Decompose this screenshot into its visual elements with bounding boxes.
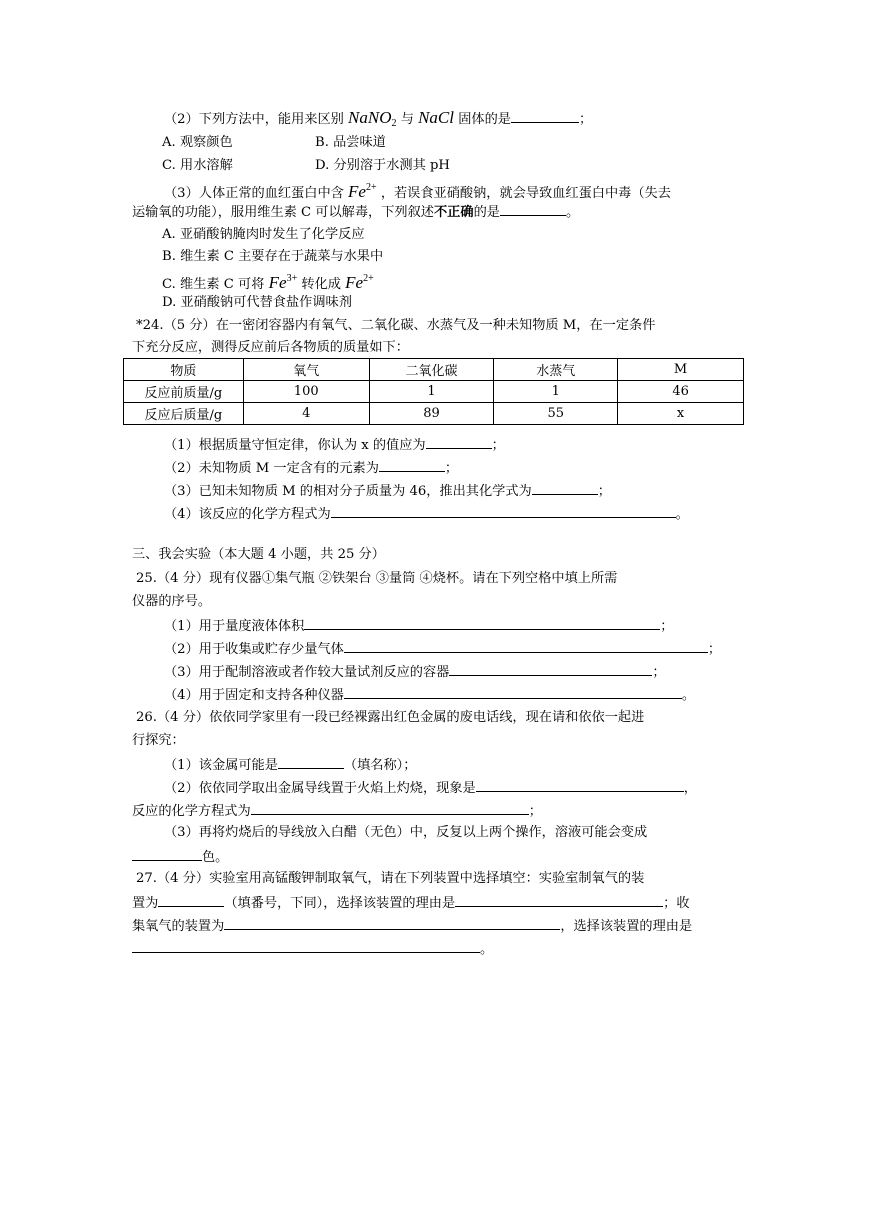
q26-sub2-line2 xyxy=(132,802,542,820)
table-cell: 46 xyxy=(618,381,744,403)
q23-part2-prompt: （2）下列方法中，能用来区别 xyxy=(164,112,344,127)
q23-option-c: C. 用水溶解 xyxy=(162,158,233,173)
answer-blank[interactable] xyxy=(476,779,684,792)
q23-option-b: B. 品尝味道 xyxy=(315,135,386,150)
q26-sub1-text: （1）该金属可能是 xyxy=(164,758,278,773)
punctuation: ； xyxy=(707,642,722,657)
answer-blank[interactable] xyxy=(344,640,708,653)
answer-blank[interactable] xyxy=(331,505,676,518)
q27-text: 置为 xyxy=(132,896,159,911)
answer-blank[interactable] xyxy=(158,894,224,907)
q23-statement-c xyxy=(162,271,374,293)
punctuation: ； xyxy=(652,665,666,680)
q26-sub2-text2: 反应的化学方程式为 xyxy=(132,804,251,819)
table-cell: 89 xyxy=(369,403,494,425)
q23-part3-line2 xyxy=(132,203,579,221)
q24-sub4-text: （4）该反应的化学方程式为 xyxy=(164,507,331,522)
nano2-formula: NaNO$_2$ xyxy=(348,108,397,129)
table-cell: 100 xyxy=(243,381,369,403)
q26-sub1-tail: （填名称）； xyxy=(343,758,417,773)
q23-part3-text3: 的是 xyxy=(473,205,500,220)
punctuation: ； xyxy=(491,438,505,453)
table-cell: x xyxy=(618,403,744,425)
q24-sub1 xyxy=(164,436,505,454)
q23-part2-line xyxy=(164,110,592,132)
q27-text3: ；收 xyxy=(663,896,690,911)
q25-sub1 xyxy=(164,617,673,635)
q24-stem-line1: *24.（5 分）在一密闭容器内有氧气、二氧化碳、水蒸气及一种未知物质 M，在一定条件 xyxy=(136,318,656,333)
q23-part3-line1 xyxy=(164,180,671,202)
answer-blank[interactable] xyxy=(132,848,202,861)
table-header-row xyxy=(124,359,744,381)
answer-blank[interactable] xyxy=(511,110,579,123)
answer-blank[interactable] xyxy=(344,686,682,699)
q25-stem-line2: 仪器的序号。 xyxy=(132,594,212,609)
table-header-cell: 氧气 xyxy=(243,359,369,381)
q26-stem-line2: 行探究： xyxy=(132,733,185,748)
q27-stem-line2 xyxy=(132,894,690,912)
q24-sub2-text: （2）未知物质 M 一定含有的元素为 xyxy=(164,461,379,476)
q23-part3-text2: 运输氧的功能），服用维生素 C 可以解毒，下列叙述 xyxy=(132,205,434,220)
q25-sub4 xyxy=(164,686,695,704)
answer-blank[interactable] xyxy=(304,617,660,630)
q23-option-a: A. 观察颜色 xyxy=(162,135,233,150)
q24-sub1-text: （1）根据质量守恒定律，你认为 x 的值应为 xyxy=(164,438,426,453)
table-header-cell: M xyxy=(618,359,744,381)
fe2-ion: $Fe^{2+}$ xyxy=(345,273,374,292)
fe3-ion: $Fe^{3+}$ xyxy=(268,273,298,292)
answer-blank[interactable] xyxy=(132,940,480,953)
q27-text5: ，选择该装置的理由是 xyxy=(560,919,693,934)
q23-statement-b: B. 维生素 C 主要存在于蔬菜与水果中 xyxy=(162,249,384,264)
q24-sub3-text: （3）已知未知物质 M 的相对分子质量为 46，推出其化学式为 xyxy=(164,484,532,499)
q24-sub3 xyxy=(164,482,611,500)
nacl-formula: NaCl xyxy=(418,108,454,127)
q23-statement-a: A. 亚硝酸钠腌肉时发生了化学反应 xyxy=(162,227,365,242)
q27-stem-line4 xyxy=(132,940,493,958)
statement-c-text: C. 维生素 C 可将 xyxy=(162,277,265,292)
q25-sub2-text: （2）用于收集或贮存少量气体 xyxy=(164,642,344,657)
emphasis-not-correct: 不正确 xyxy=(434,205,474,220)
section-heading: 三、我会实验（本大题 4 小题，共 25 分） xyxy=(132,547,385,562)
q26-sub2 xyxy=(164,779,697,797)
table-row xyxy=(124,381,744,403)
table-header-cell: 二氧化碳 xyxy=(369,359,494,381)
q23-statement-d: D. 亚硝酸钠可代替食盐作调味剂 xyxy=(162,295,352,310)
punctuation: 。 xyxy=(565,205,580,220)
table-cell: 反应前质量/g xyxy=(124,381,244,403)
q27-stem-line1: 27.（4 分）实验室用高锰酸钾制取氧气，请在下列装置中选择填空：实验室制氧气的装 xyxy=(136,871,645,886)
punctuation: ； xyxy=(660,619,674,634)
q24-sub4 xyxy=(164,505,689,523)
answer-blank[interactable] xyxy=(455,894,663,907)
q23-option-d: D. 分别溶于水测其 pH xyxy=(315,158,450,173)
table-row xyxy=(124,403,744,425)
statement-c-mid: 转化成 xyxy=(301,277,341,292)
q26-sub2-text: （2）依依同学取出金属导线置于火焰上灼烧，现象是 xyxy=(164,781,476,796)
punctuation: ； xyxy=(528,804,542,819)
q23-part3-text: ，若误食亚硝酸钠，就会导致血红蛋白中毒（失去 xyxy=(380,186,671,201)
fe2-ion: $Fe^{2+}$ xyxy=(348,182,377,201)
q26-sub1 xyxy=(164,756,416,774)
q23-part2-tail: 固体的是 xyxy=(458,112,511,127)
punctuation: 。 xyxy=(681,688,696,703)
q23-part3-prompt: （3）人体正常的血红蛋白中含 xyxy=(164,186,344,201)
punctuation: 。 xyxy=(675,507,689,522)
q25-sub1-text: （1）用于量度液体体积 xyxy=(164,619,305,634)
table-header-cell: 物质 xyxy=(124,359,244,381)
q24-stem-line2: 下充分反应，测得反应前后各物质的质量如下： xyxy=(132,340,409,355)
q25-sub3 xyxy=(164,663,666,681)
table-cell: 55 xyxy=(494,403,618,425)
table-header-cell: 水蒸气 xyxy=(494,359,618,381)
q25-sub4-text: （4）用于固定和支持各种仪器 xyxy=(164,688,344,703)
answer-blank[interactable] xyxy=(224,917,560,930)
punctuation: ； xyxy=(444,461,459,476)
q26-sub3-line2 xyxy=(132,848,228,866)
punctuation: ； xyxy=(597,484,611,499)
q25-sub2 xyxy=(164,640,721,658)
answer-blank[interactable] xyxy=(500,203,566,216)
punctuation: ， xyxy=(683,781,697,796)
answer-blank[interactable] xyxy=(532,482,598,495)
answer-blank[interactable] xyxy=(426,436,492,449)
q27-text4: 集氧气的装置为 xyxy=(132,919,225,934)
table-cell: 1 xyxy=(494,381,618,403)
q27-text2: （填番号，下同），选择该装置的理由是 xyxy=(224,896,456,911)
punctuation: 。 xyxy=(480,942,494,957)
answer-blank[interactable] xyxy=(251,802,529,815)
answer-blank[interactable] xyxy=(379,459,445,472)
mass-table xyxy=(123,358,744,425)
q26-stem-line1: 26.（4 分）依依同学家里有一段已经裸露出红色金属的废电话线，现在请和依依一起进 xyxy=(136,710,645,725)
answer-blank[interactable] xyxy=(278,756,344,769)
q26-sub3: （3）再将灼烧后的导线放入白醋（无色）中，反复以上两个操作，溶液可能会变成 xyxy=(164,825,648,840)
q23-part2-and: 与 xyxy=(400,112,414,127)
q27-stem-line3 xyxy=(132,917,692,935)
punctuation: ； xyxy=(578,112,593,127)
q25-sub3-text: （3）用于配制溶液或者作较大量试剂反应的容器 xyxy=(164,665,450,680)
q25-stem-line1: 25.（4 分）现有仪器①集气瓶 ②铁架台 ③量筒 ④烧杯。请在下列空格中填上所需 xyxy=(136,571,618,586)
q26-sub3-tail: 色。 xyxy=(202,850,229,865)
table-cell: 4 xyxy=(243,403,369,425)
table-cell: 1 xyxy=(369,381,494,403)
table-cell: 反应后质量/g xyxy=(124,403,244,425)
answer-blank[interactable] xyxy=(449,663,652,676)
q24-sub2 xyxy=(164,459,458,477)
